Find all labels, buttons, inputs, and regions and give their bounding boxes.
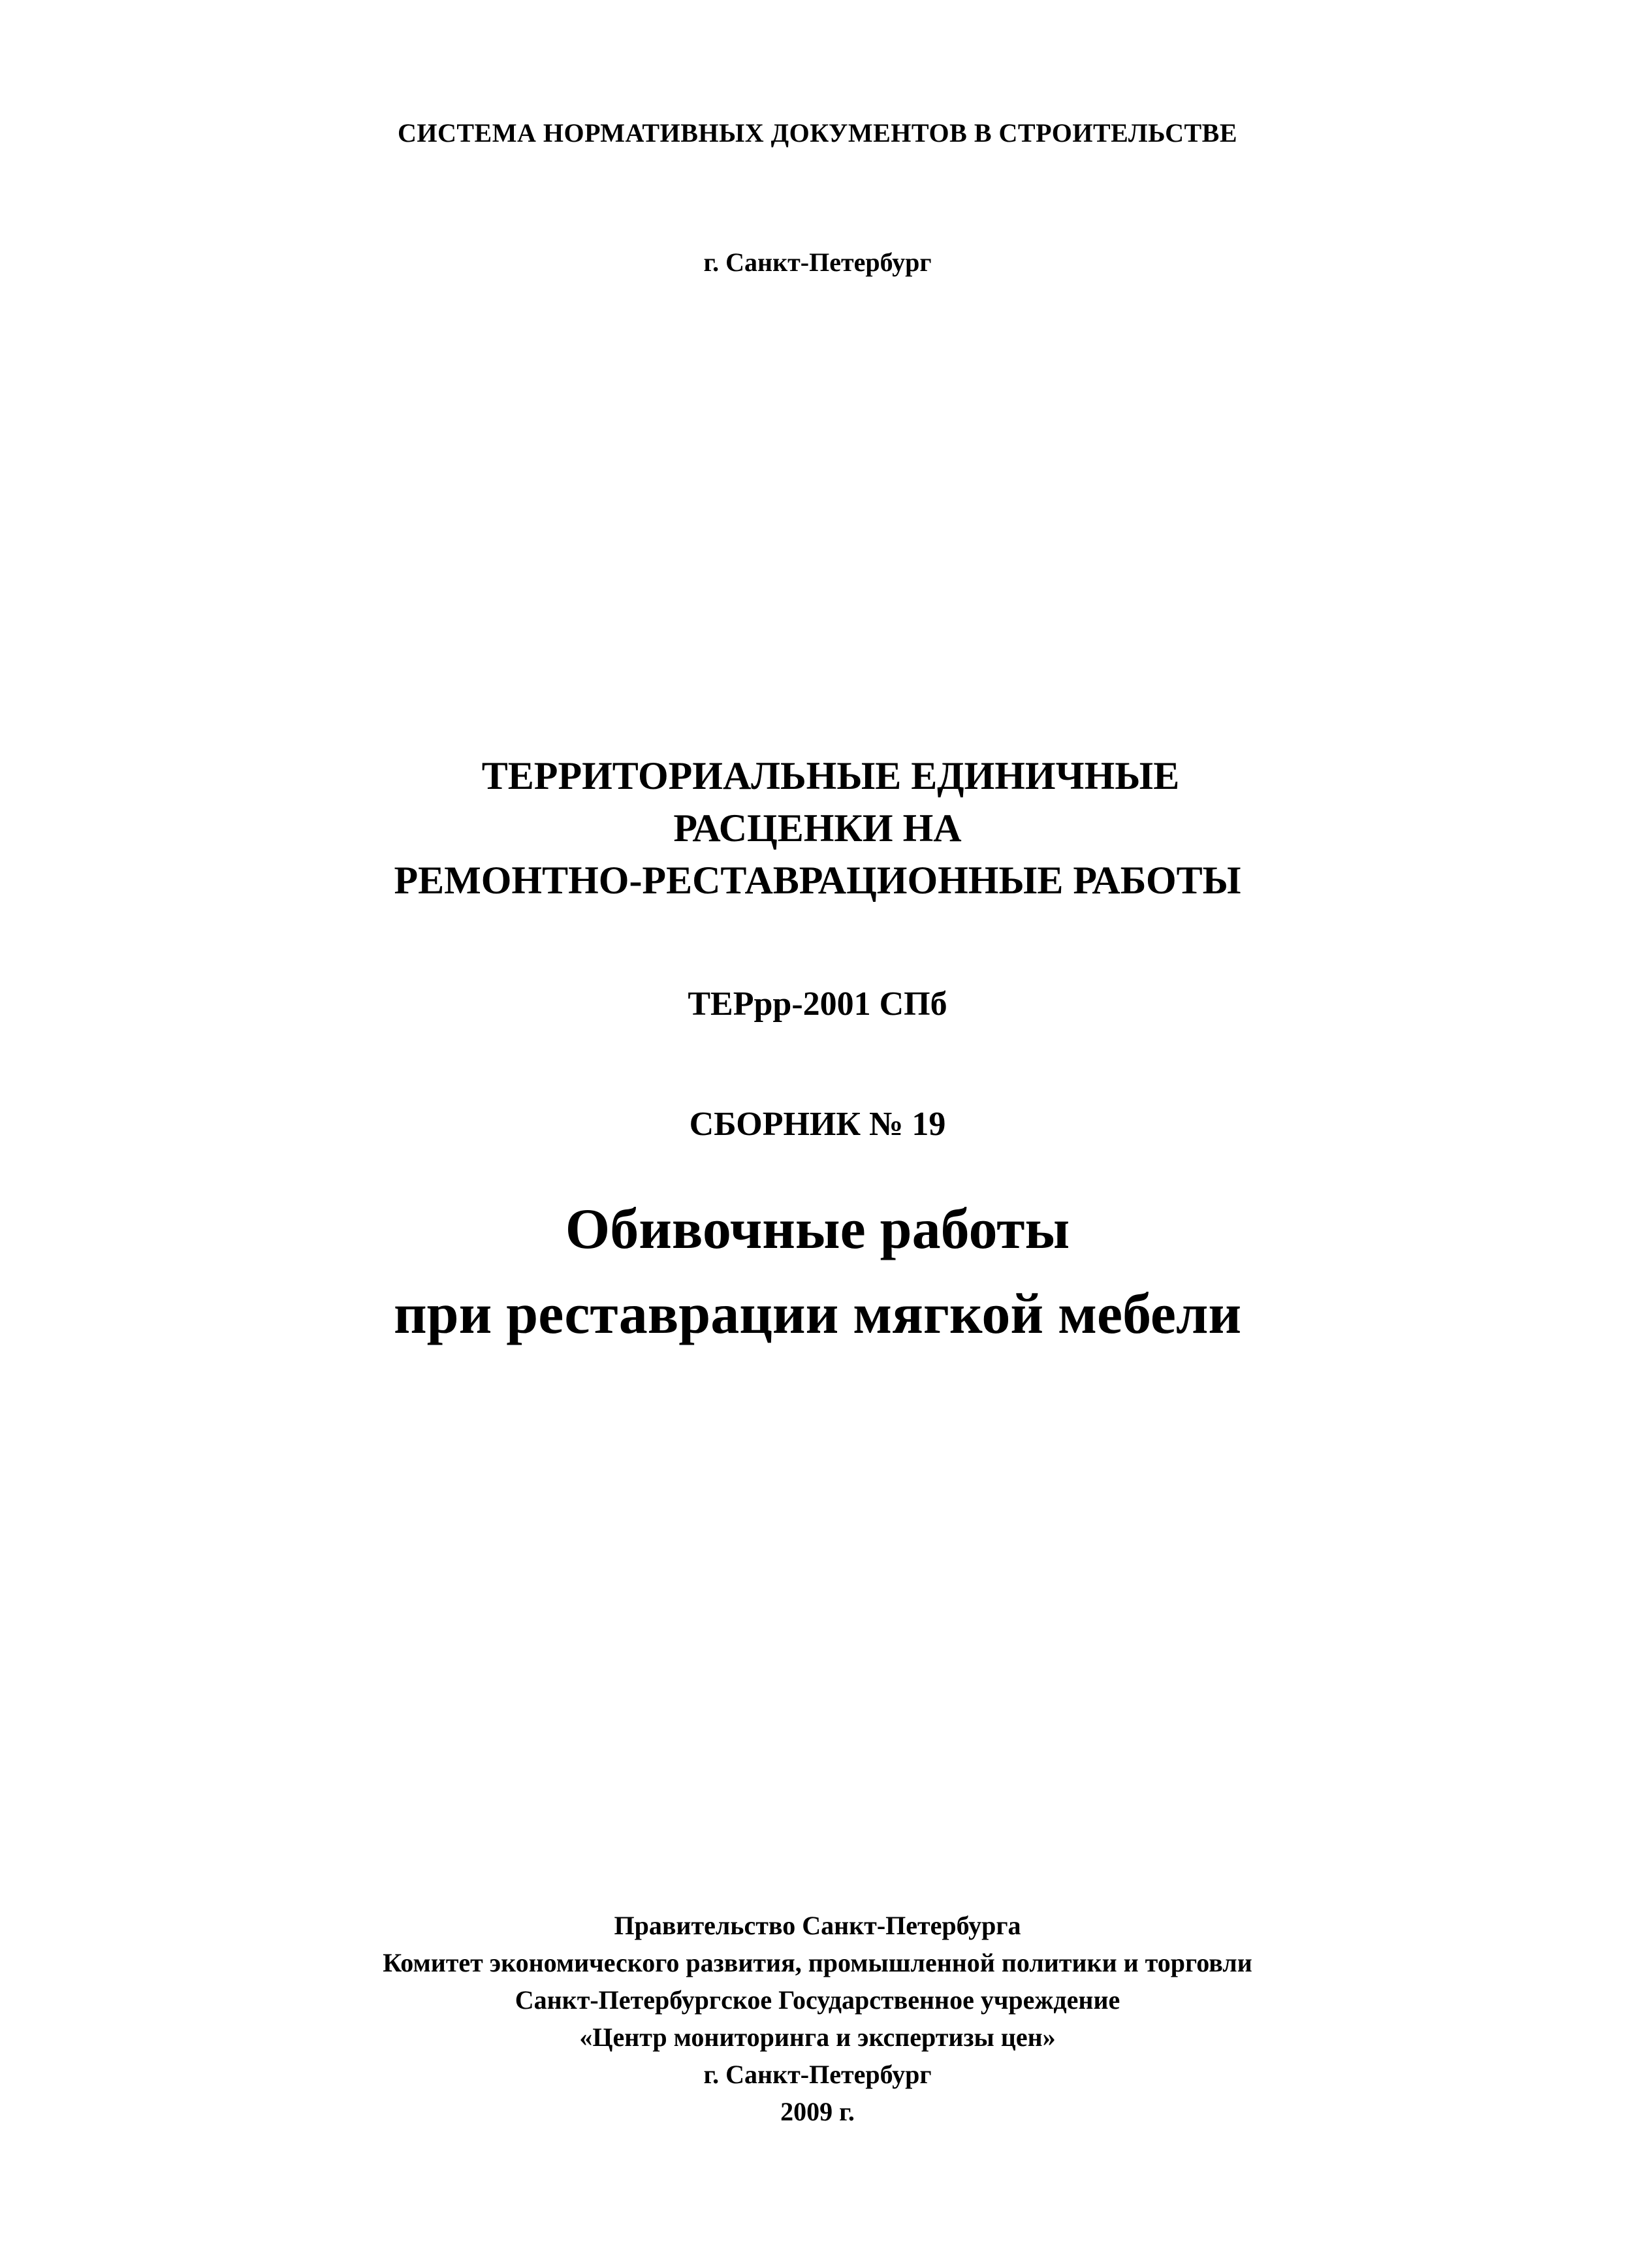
collection-subject: [0, 1187, 1635, 1357]
publisher-block: [0, 1907, 1635, 2130]
main-title-line-3: РЕМОНТНО-РЕСТАВРАЦИОННЫЕ РАБОТЫ: [394, 859, 1241, 902]
document-system-header: СИСТЕМА НОРМАТИВНЫХ ДОКУМЕНТОВ В СТРОИТЕЛЬСТВЕ: [397, 118, 1238, 148]
publisher-line-3: Санкт-Петербургское Государственное учреждение: [515, 1985, 1120, 2015]
document-code: ТЕРрр-2001 СПб: [688, 985, 947, 1023]
publisher-line-5: г. Санкт-Петербург: [703, 2060, 932, 2089]
subject-line-1: Обивочные работы: [565, 1198, 1070, 1261]
publisher-line-2: Комитет экономического развития, промышленной политики и торговли: [383, 1948, 1252, 1977]
publisher-line-4: «Центр мониторинга и экспертизы цен»: [579, 2022, 1056, 2052]
subject-line-2: при реставрации мягкой мебели: [393, 1283, 1242, 1346]
document-main-title: [0, 750, 1635, 906]
collection-number: СБОРНИК № 19: [689, 1106, 946, 1143]
main-title-line-2: РАСЦЕНКИ НА: [673, 807, 962, 850]
document-city: г. Санкт-Петербург: [703, 248, 932, 277]
publisher-line-6: 2009 г.: [780, 2097, 855, 2126]
publisher-line-1: Правительство Санкт-Петербурга: [614, 1911, 1021, 1940]
main-title-line-1: ТЕРРИТОРИАЛЬНЫЕ ЕДИНИЧНЫЕ: [481, 754, 1180, 797]
